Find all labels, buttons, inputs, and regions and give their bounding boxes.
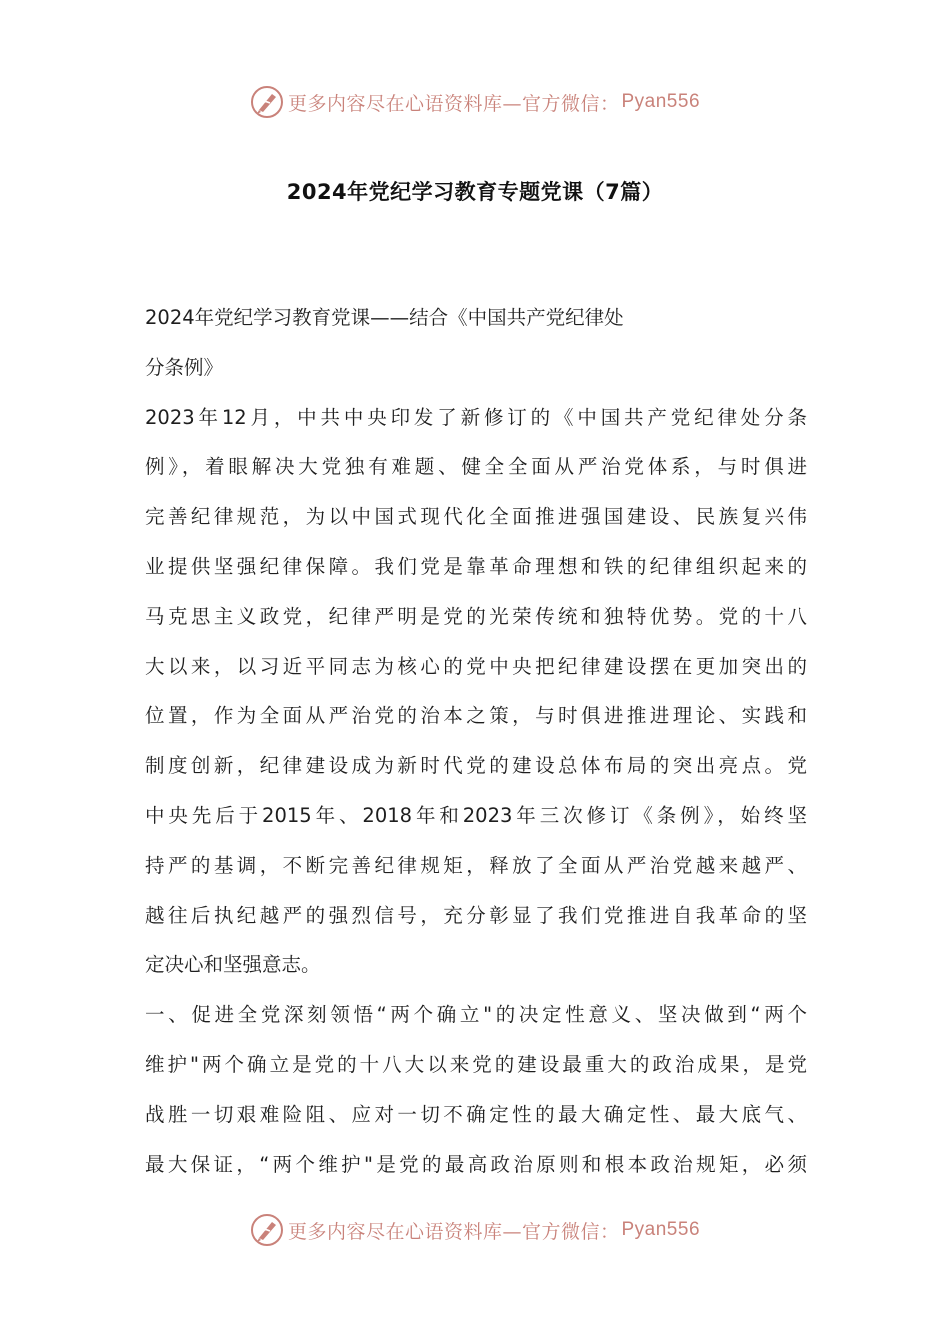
watermark-wechat-id: Pyan556 (621, 91, 701, 112)
subtitle-line: 分条例》 (145, 355, 224, 379)
watermark-wechat-id: Pyan556 (621, 1219, 701, 1240)
paragraph-line: 例》，着眼解决大党独有难题、健全全面从严治党体系，与时俱进 (145, 455, 807, 479)
paragraph-line: 完善纪律规范，为以中国式现代化全面推进强国建设、民族复兴伟 (145, 505, 807, 529)
paragraph-line: 维护"两个确立是党的十八大以来党的建设最重大的政治成果，是党 (145, 1052, 807, 1076)
subtitle-line: 2024年党纪学习教育党课——结合《中国共产党纪律处 (145, 306, 624, 329)
document-title: 2024年党纪学习教育专题党课（7篇） (286, 180, 664, 204)
paragraph-line: 越往后执纪越严的强烈信号，充分彰显了我们党推进自我革命的坚 (145, 903, 807, 927)
paragraph-line: 马克思主义政党，纪律严明是党的光荣传统和独特优势。党的十八 (145, 604, 807, 628)
paragraph-line: 持严的基调，不断完善纪律规矩，释放了全面从严治党越来越严、 (145, 853, 807, 877)
header-watermark (0, 82, 950, 122)
pen-logo-icon (250, 85, 284, 119)
watermark-text: 更多内容尽在心语资料库—官方微信： (287, 1220, 620, 1243)
paragraph-line: 制度创新，纪律建设成为新时代党的建设总体布局的突出亮点。党 (145, 754, 807, 778)
watermark-text: 更多内容尽在心语资料库—官方微信： (287, 92, 620, 115)
paragraph-line: 业提供坚强纪律保障。我们党是靠革命理想和铁的纪律组织起来的 (145, 554, 807, 578)
paragraph-line: 一、促进全党深刻领悟“两个确立"的决定性意义、坚决做到“两个 (145, 1003, 807, 1027)
paragraph-line: 最大保证，“两个维护"是党的最高政治原则和根本政治规矩，必须 (145, 1152, 807, 1176)
paragraph-line: 中央先后于2015年、2018年和2023年三次修订《条例》，始终坚 (145, 803, 807, 827)
footer-watermark (0, 1210, 950, 1250)
pen-logo-icon (250, 1213, 284, 1247)
paragraph-line: 2023年12月，中共中央印发了新修订的《中国共产党纪律处分条 (145, 405, 807, 429)
paragraph-line: 战胜一切艰难险阻、应对一切不确定性的最大确定性、最大底气、 (145, 1102, 807, 1126)
paragraph-line: 大以来，以习近平同志为核心的党中央把纪律建设摆在更加突出的 (145, 654, 807, 678)
paragraph-line: 位置，作为全面从严治党的治本之策，与时俱进推进理论、实践和 (145, 704, 807, 728)
paragraph-line: 定决心和坚强意志。 (145, 953, 321, 977)
document-body (145, 293, 807, 1189)
